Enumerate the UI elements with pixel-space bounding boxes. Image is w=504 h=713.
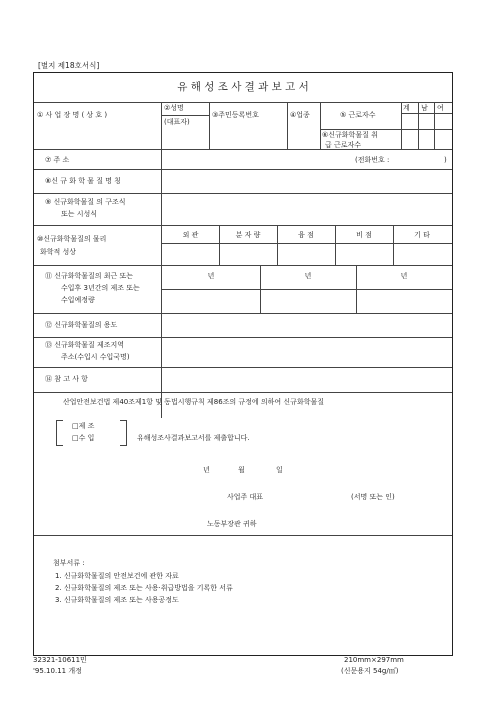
footer-paper-type: (신문용지 54g/㎡) <box>341 667 399 675</box>
bracket-left <box>56 420 63 446</box>
structure-label-2: 또는 시성식 <box>61 210 98 218</box>
grid-line <box>393 225 394 265</box>
physchem-label-2: 화학적 성상 <box>40 248 77 256</box>
attachment-item: 1. 신규화학물질의 안전보건에 관한 자료 <box>55 572 179 580</box>
company-name-label: ① 사 업 장 명 ( 상 호 ) <box>37 111 108 119</box>
phone-close: ) <box>444 156 447 164</box>
physchem-label: ⑩신규화학물질의 물리 <box>37 235 107 243</box>
grid-line <box>335 225 336 265</box>
grid-line <box>161 289 452 290</box>
option-manufacture-checkbox[interactable]: □제 조 <box>72 422 95 430</box>
phys-col-melting-point: 융 점 <box>298 231 314 239</box>
grid-line <box>320 129 452 130</box>
grid-line <box>320 103 321 149</box>
grid-line <box>356 265 357 313</box>
row-divider <box>34 535 452 536</box>
origin-label-2: 주소(수입시 수입국명) <box>61 353 130 361</box>
chemical-name-label: ⑧신 규 화 학 물 질 명 칭 <box>45 177 121 185</box>
grid-line <box>418 103 419 149</box>
row-divider <box>34 169 452 170</box>
recent-volume-label-2: 수입후 3년간의 제조 또는 <box>61 284 140 292</box>
new-chem-workers-label: ⑥신규화학물질 취 <box>322 131 378 139</box>
grid-line <box>161 103 162 149</box>
grid-line <box>434 103 435 149</box>
phys-col-other: 기 타 <box>414 231 430 239</box>
grid-line <box>161 243 452 244</box>
recent-volume-label-3: 수입예정량 <box>61 296 95 304</box>
label-column-line <box>161 149 162 418</box>
grid-line <box>287 103 288 149</box>
representative-label: (대표자) <box>164 118 190 126</box>
phys-col-appearance: 외 관 <box>182 231 199 239</box>
origin-label: ⑬ 신규화학물질 제조지역 <box>45 341 125 349</box>
date-year: 년 <box>203 466 210 474</box>
grid-line <box>401 113 452 114</box>
phys-col-boiling-point: 비 점 <box>356 231 372 239</box>
grid-line <box>161 115 210 116</box>
date-day: 일 <box>276 466 283 474</box>
bracket-right <box>120 420 127 446</box>
recipient-line: 노동부장관 귀하 <box>207 520 257 528</box>
date-month: 월 <box>238 466 245 474</box>
resident-number-label: ③주민등록번호 <box>212 111 259 119</box>
phone-label: (전화번호 : <box>355 156 390 164</box>
submit-statement: 유해성조사결과보고서를 제출합니다. <box>137 434 250 442</box>
row-divider <box>34 337 452 338</box>
phys-col-molecular-weight: 분 자 량 <box>235 231 261 239</box>
grid-line <box>401 103 402 149</box>
signature-note: (서명 또는 인) <box>351 493 395 501</box>
row-divider <box>34 149 452 150</box>
row-divider <box>34 313 452 314</box>
form-frame <box>33 72 453 656</box>
form-id: [별지 제18호서식] <box>38 61 100 70</box>
row-divider <box>34 225 452 226</box>
industry-label: ④업종 <box>290 111 310 119</box>
remarks-label: ⑭ 참 고 사 항 <box>45 375 88 383</box>
address-label: ⑦ 주 소 <box>45 156 70 164</box>
footer-paper-size: 210mm×297mm <box>344 656 404 664</box>
year-col-2: 년 <box>304 272 312 280</box>
row-divider <box>34 367 452 368</box>
form-title: 유 해 성 조 사 결 과 보 고 서 <box>177 81 309 93</box>
total-label: 계 <box>403 104 410 112</box>
grid-line <box>260 265 261 313</box>
structure-label: ⑨ 신규화학물질 의 구조식 <box>45 198 126 206</box>
legal-basis-text: 산업안전보건법 제40조제1항 및 동법시행규칙 제86조의 규정에 의하여 신규화학물질 <box>63 398 324 406</box>
name-label: ②성명 <box>164 104 184 112</box>
row-divider <box>34 392 452 393</box>
attachments-header: 첨부서류 : <box>53 559 85 567</box>
year-col-3: 년 <box>400 272 408 280</box>
title-divider <box>34 102 452 103</box>
footer-revision: '95.10.11 개정 <box>33 667 82 675</box>
attachment-item: 3. 신규화학물질의 제조 또는 사용공정도 <box>55 596 179 604</box>
female-label: 여 <box>437 104 444 112</box>
option-import-checkbox[interactable]: □수 입 <box>72 434 95 442</box>
representative-signature-label: 사업주 대표 <box>227 493 264 501</box>
usage-label: ⑫ 신규화학물질의 용도 <box>45 321 118 329</box>
new-chem-workers-label-2: 급 근로자수 <box>325 141 362 149</box>
grid-line <box>277 225 278 265</box>
grid-line <box>209 103 210 149</box>
footer-form-code: 32321-10611민 <box>33 656 87 664</box>
row-divider <box>34 193 452 194</box>
row-divider <box>34 265 452 266</box>
worker-count-label: ⑤ 근로자수 <box>340 111 376 119</box>
recent-volume-label: ⑪ 신규화학물질의 최근 또는 <box>45 272 134 280</box>
grid-line <box>219 225 220 265</box>
male-label: 남 <box>421 104 428 112</box>
year-col-1: 년 <box>207 272 215 280</box>
attachment-item: 2. 신규화학물질의 제조 또는 사용·취급방법을 기록한 서류 <box>55 584 233 592</box>
